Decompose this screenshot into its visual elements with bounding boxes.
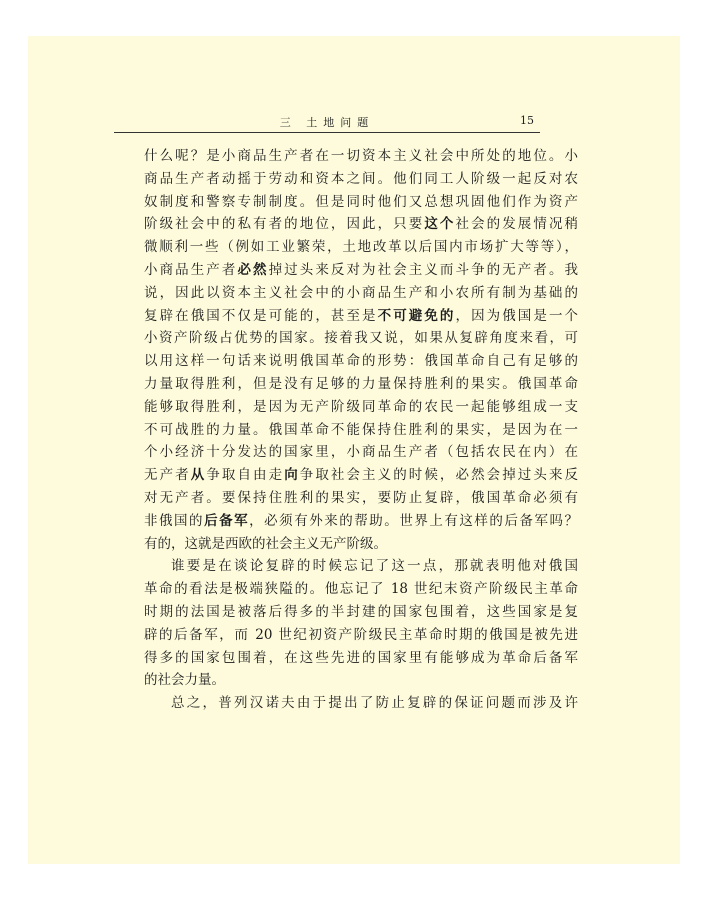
chapter-title: 三 土地问题 [279,116,375,129]
text-line: 辟的后备军，而 20 世纪初资产阶级民主革命时期的俄国是被先进 [144,626,578,643]
paragraph [144,145,578,555]
text-line: 总之，普列汉诺夫由于提出了防止复辟的保证问题而涉及许 [171,695,578,712]
emphasis-text: 必然 [237,261,269,278]
text-line: 时期的法国是被落后得多的半封建的国家包围着，这些国家是复 [144,603,578,620]
text-line: 无产者从争取自由走向争取社会主义的时候，必然会掉过头来反 [144,467,579,484]
text-line: 得多的国家包围着，在这些先进的国家里有能够成为革命后备军 [144,649,578,666]
text-line: 奴制度和警察专制制度。但是同时他们又总想巩固他们作为资产 [144,193,578,210]
text-line: 谁要是在谈论复辟的时候忘记了这一点，那就表明他对俄国 [171,558,578,575]
text-line: 革命的看法是极端狭隘的。他忘记了 18 世纪末资产阶级民主革命 [144,581,578,598]
text-line: 小商品生产者必然掉过头来反对为社会主义而斗争的无产者。我 [144,261,579,278]
emphasis-text: 后备军 [204,512,250,529]
body-text [144,145,578,715]
page-number: 15 [520,114,534,127]
text-line: 的社会力量。 [144,672,225,689]
running-header [114,114,540,133]
text-line: 对无产者。要保持住胜利的果实，要防止复辟，俄国革命必须有 [144,489,578,506]
paragraph [144,555,578,692]
text-line: 以用这样一句话来说明俄国革命的形势：俄国革命自己有足够的 [144,353,578,370]
text-line: 非俄国的后备军，必须有外来的帮助。世界上有这样的后备军吗？ [144,512,579,529]
text-line: 小资产阶级占优势的国家。接着我又说，如果从复辟角度来看，可 [144,330,578,347]
text-line: 有的，这就是西欧的社会主义无产阶级。 [144,535,387,552]
text-line: 商品生产者动摇于劳动和资本之间。他们同工人阶级一起反对农 [144,170,578,187]
emphasis-text: 不可避免的 [377,307,456,324]
paragraph [144,692,578,715]
text-line: 微顺利一些（例如工业繁荣，土地改革以后国内市场扩大等等）， [144,239,578,256]
text-line: 说，因此以资本主义社会中的小商品生产和小农所有制为基础的 [144,284,578,301]
text-line: 不可战胜的力量。俄国革命不能保持住胜利的果实，是因为在一 [144,421,578,438]
emphasis-text: 向 [284,467,300,484]
text-line: 能够取得胜利，是因为无产阶级同革命的农民一起能够组成一支 [144,398,578,415]
emphasis-text: 这个 [424,216,456,233]
text-line: 复辟在俄国不仅是可能的，甚至是不可避免的，因为俄国是一个 [144,307,579,324]
text-line: 什么呢？是小商品生产者在一切资本主义社会中所处的地位。小 [144,148,578,164]
text-line: 力量取得胜利，但是没有足够的力量保持胜利的果实。俄国革命 [144,375,578,392]
text-line: 阶级社会中的私有者的地位，因此，只要这个社会的发展情况稍 [144,216,579,233]
emphasis-text: 从 [190,467,207,484]
text-line: 个小经济十分发达的国家里，小商品生产者（包括农民在内）在 [144,444,578,461]
